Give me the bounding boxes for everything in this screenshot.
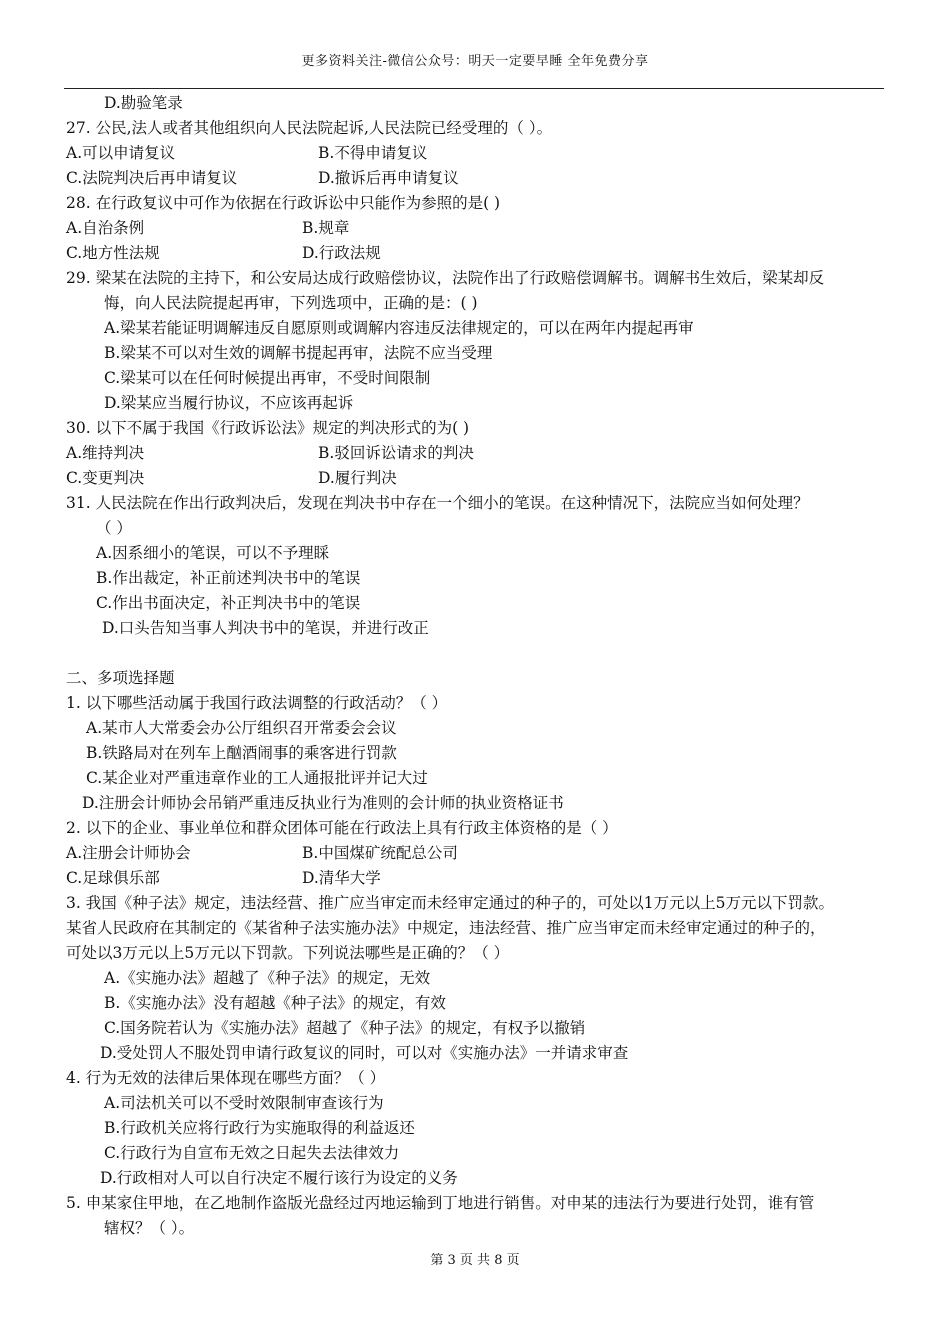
q28-option-d: D.行政法规 — [302, 244, 381, 262]
mq3-question-cont1: 某省人民政府在其制定的《某省种子法实施办法》中规定，违法经营、推广应当审定而未经审定通过的种子的， — [66, 919, 826, 937]
q31-option-d: D.口头告知当事人判决书中的笔误，并进行改正 — [102, 619, 429, 637]
q27-option-c: C.法院判决后再申请复议 — [66, 169, 238, 187]
mq3-option-c: C.国务院若认为《实施办法》超越了《种子法》的规定，有权予以撤销 — [104, 1019, 586, 1037]
mq3-option-a: A.《实施办法》超越了《种子法》的规定，无效 — [104, 969, 431, 987]
q31-option-a: A.因系细小的笔误，可以不予理睬 — [96, 544, 330, 562]
mq2-option-a: A.注册会计师协会 — [66, 844, 191, 862]
q29-option-a: A.梁某若能证明调解违反自愿原则或调解内容违反法律规定的，可以在两年内提起再审 — [104, 319, 694, 337]
header-divider — [64, 88, 884, 89]
q30-option-b: B.驳回诉讼请求的判决 — [318, 444, 474, 462]
mq3-question: 3. 我国《种子法》规定，违法经营、推广应当审定而未经审定通过的种子的，可处以1万元以上5万元以下罚款。 — [66, 894, 834, 912]
q28-option-c: C.地方性法规 — [66, 244, 160, 262]
mq3-question-cont2: 可处以3万元以上5万元以下罚款。下列说法哪些是正确的？（ ） — [66, 944, 510, 962]
q29-option-b: B.梁某不可以对生效的调解书提起再审，法院不应当受理 — [104, 344, 493, 362]
q27-option-d: D.撤诉后再申请复议 — [318, 169, 459, 187]
q28-option-b: B.规章 — [302, 219, 350, 237]
q30-option-c: C.变更判决 — [66, 469, 145, 487]
q30-option-d: D.履行判决 — [318, 469, 397, 487]
q28-option-a: A.自治条例 — [66, 219, 145, 237]
q27-question: 27. 公民,法人或者其他组织向人民法院起诉,人民法院已经受理的（ ）。 — [66, 119, 553, 137]
mq1-question: 1. 以下哪些活动属于我国行政法调整的行政活动？（ ） — [66, 694, 448, 712]
q29-option-d: D.梁某应当履行协议，不应该再起诉 — [104, 394, 354, 412]
q29-question-cont: 悔，向人民法院提起再审，下列选项中，正确的是：( ) — [104, 294, 478, 312]
mq4-option-a: A.司法机关可以不受时效限制审查该行为 — [104, 1094, 384, 1112]
q29-question: 29. 梁某在法院的主持下，和公安局达成行政赔偿协议，法院作出了行政赔偿调解书。调解书生效后，梁某却反 — [66, 269, 825, 287]
page-header: 更多资料关注-微信公众号：明天一定要早睡 全年免费分享 — [301, 54, 649, 69]
mq1-option-d: D.注册会计师协会吊销严重违反执业行为准则的会计师的执业资格证书 — [82, 794, 564, 812]
section-heading-multiple-choice: 二、多项选择题 — [66, 669, 175, 687]
q31-answer-blank: （ ） — [96, 519, 132, 537]
mq4-option-b: B.行政机关应将行政行为实施取得的利益返还 — [104, 1119, 415, 1137]
q31-option-c: C.作出书面决定，补正判决书中的笔误 — [96, 594, 361, 612]
mq3-option-d: D.受处罚人不服处罚申请行政复议的同时，可以对《实施办法》一并请求审查 — [100, 1044, 629, 1062]
mq4-option-d: D.行政相对人可以自行决定不履行该行为设定的义务 — [100, 1169, 458, 1187]
mq2-option-b: B.中国煤矿统配总公司 — [302, 844, 458, 862]
mq2-option-d: D.清华大学 — [302, 869, 381, 887]
mq1-option-a: A.某市人大常委会办公厅组织召开常委会会议 — [86, 719, 397, 737]
q27-option-a: A.可以申请复议 — [66, 144, 176, 162]
mq5-question-cont: 辖权？（ ）。 — [104, 1219, 195, 1237]
q29-option-c: C.梁某可以在任何时候提出再审，不受时间限制 — [104, 369, 431, 387]
q31-question: 31. 人民法院在作出行政判决后，发现在判决书中存在一个细小的笔误。在这种情况下，法院应当如何处理？ — [66, 494, 809, 512]
mq3-option-b: B.《实施办法》没有超越《种子法》的规定，有效 — [104, 994, 446, 1012]
mq1-option-c: C.某企业对严重违章作业的工人通报批评并记大过 — [86, 769, 428, 787]
mq2-question: 2. 以下的企业、事业单位和群众团体可能在行政法上具有行政主体资格的是（ ） — [66, 819, 618, 837]
mq1-option-b: B.铁路局对在列车上酗酒闹事的乘客进行罚款 — [86, 744, 397, 762]
mq2-option-c: C.足球俱乐部 — [66, 869, 160, 887]
q27-option-b: B.不得申请复议 — [318, 144, 428, 162]
q30-option-a: A.维持判决 — [66, 444, 145, 462]
q30-question: 30. 以下不属于我国《行政诉讼法》规定的判决形式的为( ) — [66, 419, 470, 437]
mq4-option-c: C.行政行为自宣布无效之日起失去法律效力 — [104, 1144, 400, 1162]
mq4-question: 4. 行为无效的法律后果体现在哪些方面？（ ） — [66, 1069, 386, 1087]
q26-option-d: D.勘验笔录 — [104, 94, 183, 112]
q31-option-b: B.作出裁定，补正前述判决书中的笔误 — [96, 569, 361, 587]
page-number: 第 3 页 共 8 页 — [430, 1253, 520, 1268]
q28-question: 28. 在行政复议中可作为依据在行政诉讼中只能作为参照的是( ) — [66, 194, 501, 212]
mq5-question: 5. 申某家住甲地，在乙地制作盗版光盘经过丙地运输到丁地进行销售。对申某的违法行为要进行处罚，谁有管 — [66, 1194, 815, 1212]
